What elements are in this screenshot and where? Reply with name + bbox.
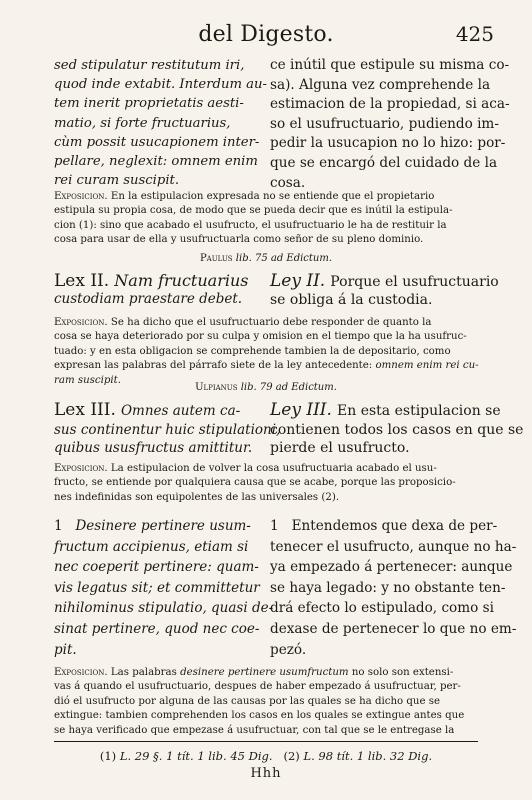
text-line: pierde el usufructo.	[270, 440, 410, 456]
exposicion-head: Exposicion.	[54, 667, 108, 678]
text-line: ya empezado á pertenecer: aunque	[270, 559, 513, 576]
latin-continuation	[54, 56, 265, 190]
exposicion-paragraph	[54, 190, 478, 248]
text-line: estimacion de la propiedad, si aca-	[270, 96, 510, 113]
text-line: Desinere pertinere usum-	[75, 518, 251, 534]
section-1-latin	[54, 516, 274, 660]
text-line: cùm possit usucapionem inter-	[54, 134, 260, 150]
text-line: se haya legado: y no obstante ten-	[270, 579, 506, 596]
exposicion-paragraph	[54, 462, 478, 505]
text-line: que se encargó del cuidado de la	[270, 154, 498, 171]
text-line: rei curam suscipit.	[54, 173, 180, 189]
text-line: fructum accipienus, etiam si	[54, 538, 249, 555]
spanish-continuation	[270, 56, 510, 193]
text-line: nes indefinidas son equipolentes de las universales (2).	[54, 491, 340, 503]
lex-2-latin	[54, 272, 264, 308]
citation-reference: lib. 79 ad Edictum.	[240, 382, 337, 393]
footnotes	[0, 749, 532, 763]
text-line: dexase de pertenecer lo que no em-	[270, 620, 517, 637]
text-line: Porque el usufructuario	[330, 274, 499, 290]
citation-author: Ulpianus	[195, 382, 238, 393]
latin-quote: desinere pertinere usumfructum	[180, 667, 349, 678]
text-line: dió el usufructo por alguna de las causas por las quales se ha dicho que se	[54, 695, 441, 707]
text-line: quod inde extabit. Interdum au-	[54, 77, 267, 93]
text-line: En la estipulacion expresada no se entiende que el propietario	[110, 191, 435, 202]
citation-reference: lib. 75 ad Edictum.	[235, 253, 333, 264]
exposicion-head: Exposicion.	[54, 317, 108, 328]
lex-number: Lex II.	[54, 271, 110, 291]
source-citation	[0, 253, 532, 264]
text-line: no solo son extensi-	[351, 667, 454, 678]
text-line: so el usufructuario, pudiendo im-	[270, 115, 499, 132]
text-line: tem inerit proprietatis aesti-	[54, 96, 244, 112]
text-line: quibus ususfructus amittitur.	[54, 440, 253, 456]
latin-quote: omnem enim rei cu-	[375, 360, 479, 372]
text-line: contienen todos los casos en que se	[270, 421, 524, 438]
text-line: tuado: y en esta obligacion se comprehende tambien la de depositario, como	[54, 345, 451, 357]
text-line: se obliga á la custodia.	[270, 292, 433, 308]
text-line: pedir la usucapion no lo hizo: por-	[270, 135, 506, 152]
source-citation	[0, 382, 532, 393]
text-line: Las palabras	[110, 667, 177, 678]
page-number: 425	[455, 22, 494, 46]
latin-quote: ram suscipit.	[54, 374, 121, 386]
lex-number: Lex III.	[54, 400, 116, 420]
text-line: cosa se haya deteriorado por su culpa y omision en el tiempo que la ha usufruc-	[54, 331, 467, 343]
exposicion-head: Exposicion.	[54, 463, 108, 474]
signature-mark: Hhh	[250, 766, 282, 781]
footnote-rule	[54, 741, 478, 742]
text-line: pezó.	[270, 641, 307, 658]
section-1-spanish	[270, 516, 517, 660]
ley-number: Ley II.	[270, 271, 326, 291]
text-line: expresan las palabras del párrafo siete de la ley antecedente:	[54, 360, 373, 372]
text-line: matio, si forte fructuarius,	[54, 115, 231, 131]
exposicion-head: Exposicion.	[54, 191, 108, 202]
section-number: 1	[270, 518, 279, 534]
text-line: se haya verificado que empezase á usufructuar, con tal que se le entregase la	[54, 724, 455, 736]
text-line: vas á quando el usufructuario, despues de haber empezado á usufructuar, per-	[54, 681, 461, 693]
text-line: pellare, neglexit: omnem enim	[54, 154, 258, 170]
text-line: sus continentur huic stipulationi,	[54, 421, 281, 438]
text-line: Omnes autem ca-	[120, 403, 241, 419]
text-line: sa). Alguna vez comprehende la	[270, 76, 491, 93]
text-line: extingue: tambien comprehenden los casos en los quales se extingue antes que	[54, 710, 465, 722]
footnote-mark: (2)	[283, 749, 300, 763]
text-line: cion (1): sino que acabado el usufructo, el usufructuario le ha de restituir la	[54, 219, 447, 231]
running-header	[0, 22, 532, 52]
text-line: La estipulacion de volver la cosa usufructuaria acabado el usu-	[110, 463, 437, 474]
text-line: nihilominus stipulatio, quasi de-	[54, 600, 274, 617]
text-line: nec coeperit pertinere: quam-	[54, 559, 259, 576]
text-line: custodiam praestare debet.	[54, 291, 243, 307]
lex-3-latin	[54, 400, 281, 458]
text-line: sinat pertinere, quod nec coe-	[54, 620, 260, 637]
ley-3-spanish	[270, 400, 524, 458]
exposicion-paragraph	[54, 666, 478, 738]
text-line: Nam fructuarius	[114, 271, 249, 290]
text-line: estipula su propia cosa, de modo que se pueda decir que es inútil la estipula-	[54, 205, 453, 217]
citation-author: Paulus	[199, 253, 233, 264]
text-line: fructo, se entiende por qualquiera causa que se acabe, porque las proposicio-	[54, 477, 456, 489]
text-line: pit.	[54, 641, 77, 658]
text-line: Entendemos que dexa de per-	[291, 518, 498, 534]
text-line: Se ha dicho que el usufructuario debe responder de quanto la	[110, 317, 432, 328]
exposicion-paragraph	[54, 316, 478, 388]
footnote-text: L. 29 §. 1 tít. 1 lib. 45 Dig.	[119, 749, 273, 763]
text-line: cosa.	[270, 174, 306, 191]
text-line: vis legatus sit; et committetur	[54, 579, 260, 596]
running-title: del Digesto.	[198, 22, 334, 47]
footnote-mark: (1)	[99, 749, 117, 763]
text-line: ce inútil que estipule su misma co-	[270, 57, 510, 73]
ley-2-spanish	[270, 271, 499, 309]
ley-number: Ley III.	[270, 400, 332, 420]
footnote-text: L. 98 tít. 1 lib. 32 Dig.	[303, 749, 433, 763]
section-number: 1	[54, 518, 63, 534]
text-line: sed stipulatur restitutum iri,	[54, 58, 245, 73]
text-line: En esta estipulacion se	[337, 403, 501, 419]
text-line: tenecer el usufructo, aunque no ha-	[270, 538, 517, 555]
text-line: drá efecto lo estipulado, como si	[270, 600, 494, 617]
text-line: cosa para usar de ella y usufructuarla como señor de su pleno dominio.	[54, 234, 424, 246]
